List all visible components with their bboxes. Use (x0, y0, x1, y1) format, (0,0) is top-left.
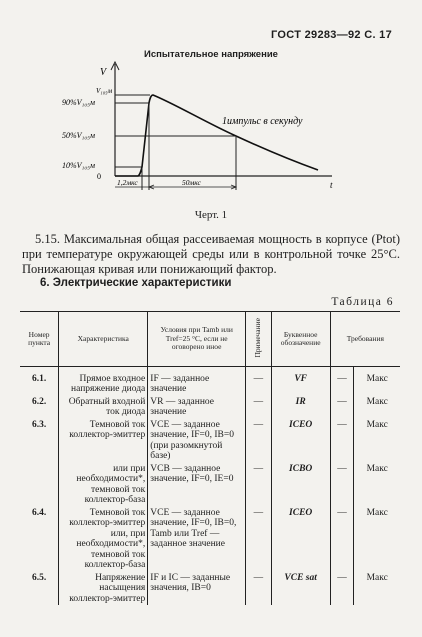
cell-max: Макс (354, 396, 400, 419)
cell-num: 6.5. (31, 572, 47, 583)
cell-note: — (246, 419, 272, 463)
header-sym: Буквенное обозначение (271, 312, 330, 367)
table-row (20, 373, 400, 396)
t2-label: 50мкс (182, 178, 201, 187)
v-label: V (100, 67, 107, 78)
cell-char: Прямое входное напряжение диода (59, 373, 148, 396)
cell-cond: VCE — заданное значение, IF=0, IB=0, Tamb или Tref — заданное значение (148, 507, 246, 572)
cell-sym: ICEO (271, 419, 330, 463)
cell-char: Темновой ток коллектор-эмиттер или, при необходимости*, темновой ток коллектор-база (59, 507, 148, 572)
cell-note: — (246, 463, 272, 507)
header-note: Примечание (253, 317, 263, 358)
cell-max: Макс (354, 507, 400, 572)
cell-min: — (330, 463, 354, 507)
cell-sym: VF (271, 373, 330, 396)
paragraph-5-15: 5.15. Максимальная общая рассеиваемая мощность в корпусе (Ptot) при температуре окружающей среды или в контрольной точке 25°С. Понижающая кривая или понижающий фактор. (22, 232, 400, 276)
cell-cond: VCE — заданное значение, IF=0, IB=0 (при разомкнутой базе) (148, 419, 246, 463)
zero-label: 0 (97, 172, 101, 181)
cell-max: Макс (354, 572, 400, 606)
table-row (20, 572, 400, 606)
table-row (20, 507, 400, 572)
cell-max: Макс (354, 419, 400, 463)
cell-note: — (246, 507, 272, 572)
p10-label: 10%V₁₀₅м (62, 161, 95, 170)
cell-num: 6.1. (31, 373, 47, 384)
cell-cond: VR — заданное значение (148, 396, 246, 419)
section-title: 6. Электрические характеристики (40, 277, 232, 289)
cell-max: Макс (354, 463, 400, 507)
cell-max: Макс (354, 373, 400, 396)
cell-min: — (330, 572, 354, 606)
table-row (20, 396, 400, 419)
cell-char: Напряжение насыщения коллектор-эмиттер (59, 572, 148, 606)
t-label: t (330, 180, 333, 190)
table-row (20, 463, 400, 507)
table-row (20, 419, 400, 463)
cell-sym: ICBO (271, 463, 330, 507)
cell-cond: IF — заданное значение (148, 373, 246, 396)
characteristics-table (20, 311, 400, 605)
cell-char: Обратный входной ток диода (59, 396, 148, 419)
p90-label: 90%V₁₀₅м (62, 98, 95, 107)
cell-note: — (246, 373, 272, 396)
cell-min: — (330, 507, 354, 572)
cell-sym: VCE sat (271, 572, 330, 606)
cell-min: — (330, 373, 354, 396)
cell-min: — (330, 396, 354, 419)
cell-char: или при необходимости*, темновой ток коллектор-база (59, 463, 148, 507)
cell-note: — (246, 396, 272, 419)
header-req: Требования (330, 312, 400, 367)
header-char: Характеристика (59, 312, 148, 367)
cell-sym: ICEO (271, 507, 330, 572)
pulse-label: 1импульс в секунду (222, 116, 303, 127)
cell-num: 6.3. (31, 419, 47, 430)
cell-cond: VCB — заданное значение, IF=0, IE=0 (148, 463, 246, 507)
cell-sym: IR (271, 396, 330, 419)
cell-min: — (330, 419, 354, 463)
p50-label: 50%V₁₀₅м (62, 131, 95, 140)
t1-label: 1,2мкс (117, 178, 138, 187)
cell-char: Темновой ток коллектор-эмиттер (59, 419, 148, 463)
page-header: ГОСТ 29283—92 С. 17 (271, 29, 392, 41)
header-cond: Условия при Tamb или Tref=25 °С, если не оговорено иное (148, 312, 246, 367)
table-header-row (20, 312, 400, 367)
figure-title: Испытательное напряжение (144, 49, 278, 60)
cell-num: 6.2. (31, 396, 47, 407)
cell-num (20, 463, 59, 507)
cell-cond: IF и IC — заданные значения, IB=0 (148, 572, 246, 606)
peak-label: V₁₀₅м (96, 87, 113, 95)
table-caption: Таблица 6 (331, 296, 394, 308)
figure-caption: Черт. 1 (194, 209, 228, 221)
cell-num: 6.4. (31, 507, 47, 518)
test-voltage-figure (0, 58, 422, 208)
cell-note: — (246, 572, 272, 606)
header-num: Номер пункта (20, 312, 59, 367)
